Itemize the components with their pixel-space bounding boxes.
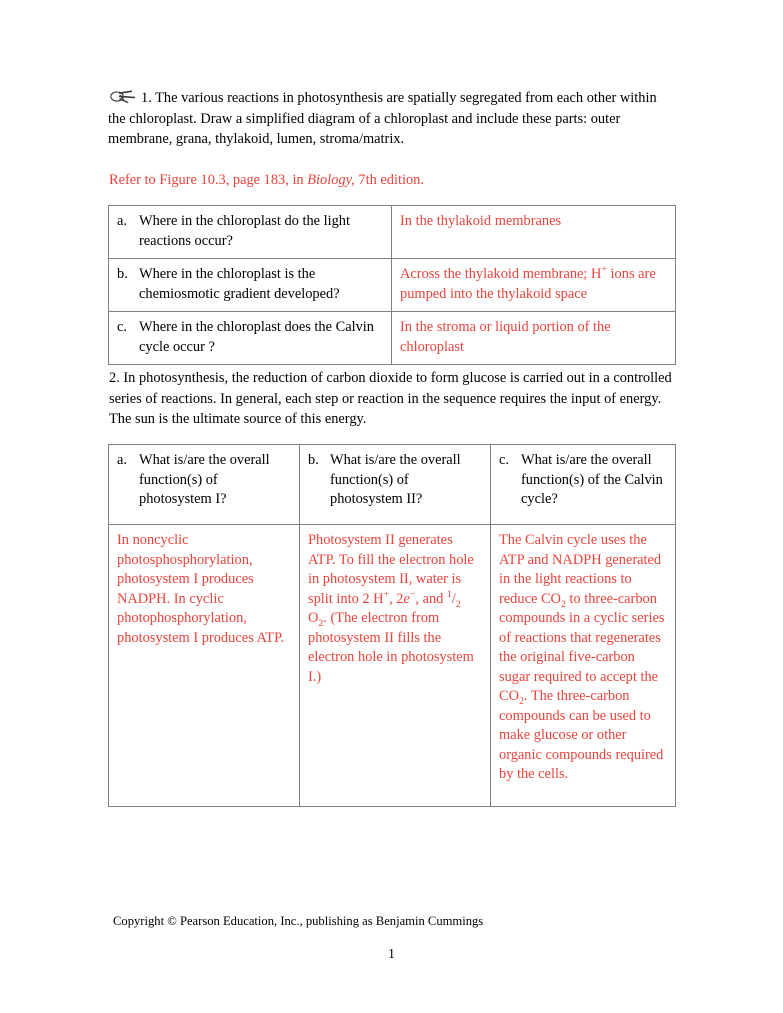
- answer-text-calvin-seg1: The Calvin cycle uses the ATP and NADPH generated in the light reactions to reduce CO: [499, 532, 662, 607]
- header-cell-a: [109, 445, 300, 525]
- answer-cell-a: [392, 206, 676, 259]
- co2-subscript-1: 2: [560, 598, 566, 610]
- chloroplast-questions-table: [108, 205, 676, 365]
- row-label-b: b.: [117, 266, 128, 282]
- question-text-a: Where in the chloroplast do the light reactions occur?: [139, 213, 351, 249]
- question-1-text: 1. The various reactions in photosynthesis are spatially segregated from each other within the chloroplast. Draw a simplified diagram of a chloroplast and include these parts: outer membrane, grana, thylakoid, lumen, stroma/matrix.: [108, 90, 657, 147]
- answer-text-ps2-seg4: O: [308, 610, 319, 626]
- answer-text-photosystem-1: In noncyclic photosphosphorylation, photosystem I produces NADPH. In cyclic photophosphorylation, photosystem I produces ATP.: [117, 532, 285, 646]
- answer-text-ps2-seg1: Photosystem II generates ATP. To fill the electron hole in photosystem II, water is split into 2 H: [308, 532, 474, 607]
- fraction-denominator: 2: [455, 598, 461, 610]
- answer-text-c: In the stroma or liquid portion of the chloroplast: [400, 319, 611, 355]
- fraction-one-half: $^1/_2$: [446, 588, 461, 610]
- table-answer-row: [109, 525, 676, 807]
- answer-text-ps2-seg2: , 2: [389, 590, 404, 607]
- answer-text-ps2-seg3: , and: [415, 590, 447, 607]
- superscript-plus: +: [383, 588, 390, 600]
- table-row: [109, 206, 676, 259]
- table-row: [109, 259, 676, 312]
- page-number: 1: [388, 946, 395, 961]
- table-header-row: [109, 445, 676, 525]
- copyright-notice: Copyright © Pearson Education, Inc., publishing as Benjamin Cummings: [113, 914, 484, 928]
- header-cell-b: [300, 445, 491, 525]
- question-text-b: Where in the chloroplast is the chemiosmotic gradient developed?: [139, 266, 340, 302]
- header-text-c: What is/are the overall function(s) of the Calvin cycle?: [521, 452, 663, 507]
- answer-superscript-plus: +: [601, 264, 607, 276]
- question-cell-b: [109, 259, 392, 312]
- question-text-c: Where in the chloroplast does the Calvin cycle occur ?: [139, 319, 374, 355]
- question-1-paragraph: [108, 88, 674, 150]
- header-text-a: What is/are the overall function(s) of photosystem I?: [139, 452, 270, 507]
- header-label-b: b.: [308, 452, 319, 468]
- reference-note-prefix: Refer to Figure 10.3, page 183, in: [109, 172, 308, 188]
- table-row: [109, 312, 676, 365]
- answer-text-calvin-seg2: to three-carbon compounds in a cyclic series of reactions that regenerates the original five-carbon sugar required to accept the CO: [499, 590, 665, 704]
- question-cell-c: [109, 312, 392, 365]
- header-text-b: What is/are the overall function(s) of photosystem II?: [330, 452, 461, 507]
- oxygen-subscript: 2: [318, 617, 324, 629]
- header-label-a: a.: [117, 452, 127, 468]
- answer-cell-c: [392, 312, 676, 365]
- answer-cell-calvin-cycle: [491, 525, 676, 807]
- answer-text-calvin-seg3: . The three-carbon compounds can be used to make glucose or other organic compounds required by the cells.: [499, 688, 664, 782]
- answer-text-a: In the thylakoid membranes: [400, 213, 562, 229]
- reference-note: [109, 170, 675, 190]
- header-cell-c: [491, 445, 676, 525]
- row-label-c: c.: [117, 319, 127, 335]
- photosystem-functions-table: [108, 444, 676, 807]
- reference-note-suffix: 7th edition.: [354, 172, 424, 188]
- electron-symbol: e: [403, 590, 410, 607]
- fraction-numerator: 1: [446, 588, 452, 600]
- row-label-a: a.: [117, 213, 127, 229]
- superscript-minus: −: [409, 588, 416, 600]
- answer-text-b-part2: ions are pumped into the thylakoid space: [400, 266, 656, 302]
- question-2-paragraph: 2. In photosynthesis, the reduction of carbon dioxide to form glucose is carried out in a controlled series of reactions. In general, each step or reaction in the sequence requires the input of energy. The sun is the ultimate source of this energy.: [109, 370, 672, 427]
- answer-text-b-part1: Across the thylakoid membrane; H: [400, 266, 602, 282]
- answer-cell-photosystem-1: [109, 525, 300, 807]
- answer-cell-b: [392, 259, 676, 312]
- header-label-c: c.: [499, 452, 509, 468]
- answer-text-ps2-seg5: . (The electron from photosystem II fills the electron hole in photosystem I.): [308, 610, 474, 685]
- co2-subscript-2: 2: [519, 695, 524, 707]
- reference-note-title: Biology,: [307, 172, 355, 188]
- question-cell-a: [109, 206, 392, 259]
- answer-cell-photosystem-2: [300, 525, 491, 807]
- pencil-icon: [108, 90, 138, 104]
